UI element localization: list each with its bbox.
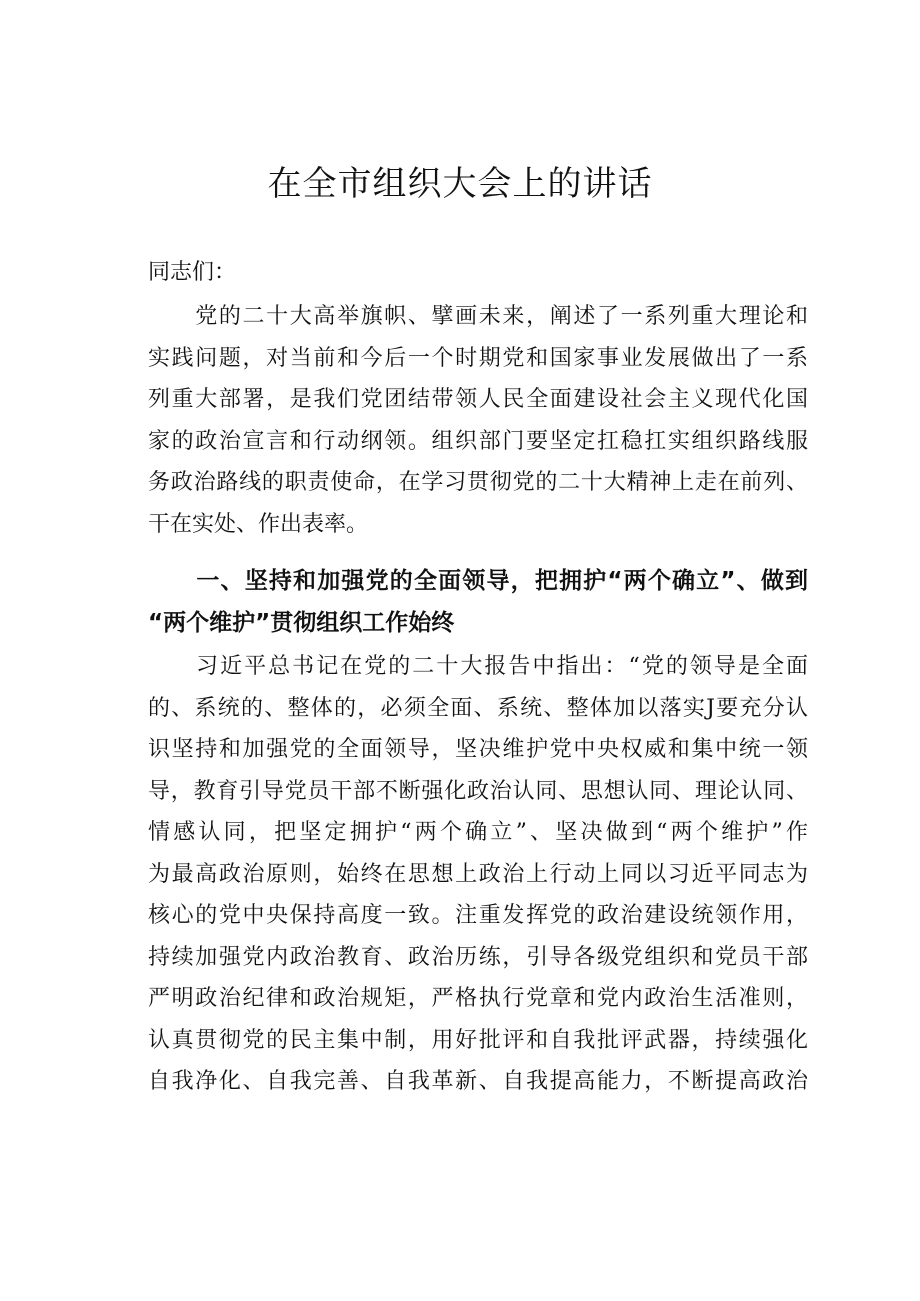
text-line: 的、系统的、整体的，必须全面、系统、整体加以落实J要充分认: [148, 695, 808, 721]
text-line: 严明政治纪律和政治规矩，严格执行党章和党内政治生活准则，: [148, 986, 808, 1011]
text-line: 识坚持和加强党的全面领导，坚决维护党中央权威和集中统一领: [148, 737, 808, 762]
text-line: 情感认同，把坚定拥护“两个确立”、坚决做到“两个维护”作: [148, 820, 808, 845]
text-line: 自我净化、自我完善、自我革新、自我提高能力，不断提高政治: [148, 1069, 808, 1094]
text-line: 务政治路线的职责使命，在学习贯彻党的二十大精神上走在前列、: [148, 470, 808, 495]
heading-line: “两个维护”贯彻组织工作始终: [148, 610, 455, 636]
text-line: 列重大部署，是我们党团结带领人民全面建设社会主义现代化国: [148, 387, 808, 412]
paragraph-intro: [148, 296, 808, 545]
document-title: 在全市组织大会上的讲话: [267, 164, 653, 204]
text-line: 党的二十大高举旗帜、擘画未来，阐述了一系列重大理论和: [148, 304, 808, 329]
text-line: 实践问题，对当前和今后一个时期党和国家事业发展做出了一系: [148, 345, 808, 371]
paragraph-section-1: [148, 646, 808, 1103]
salutation: 同志们：: [148, 260, 237, 285]
text-line: 核心的党中央保持高度一致。注重发挥党的政治建设统领作用，: [148, 903, 808, 928]
heading-line: 一、坚持和加强党的全面领导，把拥护“两个确立”、做到: [148, 568, 808, 594]
section-heading: [148, 560, 808, 644]
text-line: 家的政治宣言和行动纲领。组织部门要坚定扛稳扛实组织路线服: [148, 428, 808, 454]
text-line: 为最高政治原则，始终在思想上政治上行动上同以习近平同志为: [148, 861, 808, 887]
text-line: 认真贯彻党的民主集中制，用好批评和自我批评武器，持续强化: [148, 1027, 808, 1053]
text-line: 习近平总书记在党的二十大报告中指出：“党的领导是全面: [148, 654, 808, 679]
text-line: 干在实处、作出表率。: [148, 511, 369, 537]
text-line: 持续加强党内政治教育、政治历练，引导各级党组织和党员干部: [148, 944, 808, 970]
text-line: 导，教育引导党员干部不断强化政治认同、思想认同、理论认同、: [148, 778, 808, 804]
